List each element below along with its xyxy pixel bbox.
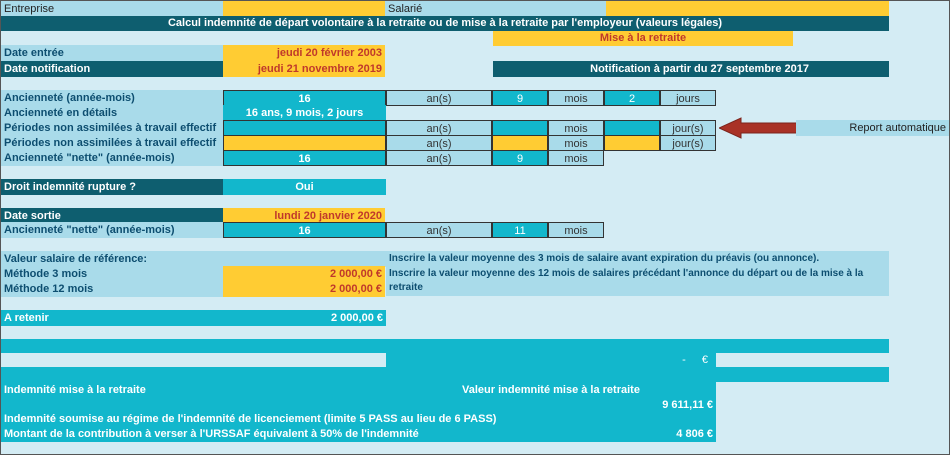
result-empty-currency: € bbox=[701, 354, 708, 366]
salaire-note-12-mois bbox=[386, 266, 889, 296]
notification-note: Notification à partir du 27 septembre 2017 bbox=[493, 61, 889, 77]
periodes-row2-days[interactable] bbox=[604, 135, 660, 151]
salarie-input[interactable] bbox=[606, 1, 889, 17]
result-empty-value: - bbox=[682, 354, 686, 366]
page-title: Calcul indemnité de départ volontaire à la retraite ou de mise à la retraite par l'employeur (valeurs légales) bbox=[1, 16, 889, 31]
anciennete-months: 9 bbox=[492, 90, 548, 106]
periodes-row1-months[interactable] bbox=[492, 120, 548, 136]
periodes-row1-months-unit: mois bbox=[548, 120, 604, 136]
anciennete-days: 2 bbox=[604, 90, 660, 106]
indemnite-label: Indemnité mise à la retraite bbox=[4, 384, 146, 396]
periodes-row1-days-unit: jour(s) bbox=[660, 120, 716, 136]
result-band-bottom bbox=[1, 367, 889, 382]
periodes-row2-years[interactable] bbox=[223, 135, 386, 151]
anciennete-days-unit: jours bbox=[660, 90, 716, 106]
sortie-nette-months-unit: mois bbox=[548, 222, 604, 238]
report-automatique-label: Report automatique bbox=[796, 120, 949, 136]
date-sortie-label: Date sortie bbox=[1, 208, 223, 224]
contribution-amount: 4 806 € bbox=[676, 428, 713, 440]
anciennete-years: 16 bbox=[223, 90, 386, 106]
periodes-row2-years-unit: an(s) bbox=[386, 135, 492, 151]
anciennete-years-unit: an(s) bbox=[386, 90, 492, 106]
anciennete-nette-years-unit: an(s) bbox=[386, 150, 492, 166]
date-notification-input[interactable]: jeudi 21 novembre 2019 bbox=[223, 61, 385, 77]
entreprise-label: Entreprise bbox=[1, 1, 223, 17]
periodes-row1-years-unit: an(s) bbox=[386, 120, 492, 136]
methode-3-mois-input[interactable]: 2 000,00 € bbox=[223, 266, 385, 282]
salaire-note-12-line1: Inscrire la valeur moyenne des 12 mois de salaires précédant l'annonce du départ ou de la mise à la bbox=[389, 268, 864, 279]
methode-3-mois-label: Méthode 3 mois bbox=[1, 266, 223, 282]
result-empty bbox=[386, 353, 716, 367]
anciennete-details-value: 16 ans, 9 mois, 2 jours bbox=[223, 105, 386, 121]
valeur-indemnite-label: Valeur indemnité mise à la retraite bbox=[462, 384, 640, 396]
anciennete-nette-years: 16 bbox=[223, 150, 386, 166]
entreprise-input[interactable] bbox=[223, 1, 385, 17]
anciennete-details-label: Ancienneté en détails bbox=[1, 105, 223, 121]
droit-label: Droit indemnité rupture ? bbox=[1, 179, 223, 195]
periodes-row2-months[interactable] bbox=[492, 135, 548, 151]
periodes-row1-years[interactable] bbox=[223, 120, 386, 136]
date-entree-label: Date entrée bbox=[1, 45, 223, 61]
sortie-nette-label: Ancienneté "nette" (année-mois) bbox=[1, 222, 223, 238]
retenir-label: A retenir bbox=[1, 310, 223, 326]
droit-value: Oui bbox=[223, 179, 386, 195]
result-band-top bbox=[1, 339, 889, 353]
contribution-label: Montant de la contribution à verser à l'URSSAF équivalent à 50% de l'indemnité bbox=[4, 428, 419, 440]
salaire-note-3-mois: Inscrire la valeur moyenne des 3 mois de salaire avant expiration du préavis (ou annonce). bbox=[386, 251, 889, 267]
anciennete-label: Ancienneté (année-mois) bbox=[1, 90, 223, 106]
salaire-label-filler bbox=[223, 251, 386, 267]
salarie-label: Salarié bbox=[385, 1, 606, 17]
sortie-nette-months: 11 bbox=[492, 222, 548, 238]
sortie-nette-years-unit: an(s) bbox=[386, 222, 492, 238]
periodes-row1-label: Périodes non assimilées à travail effectif bbox=[1, 120, 223, 136]
retenir-value: 2 000,00 € bbox=[223, 310, 386, 326]
salaire-note-12-line2: retraite bbox=[389, 282, 423, 293]
date-entree-input[interactable]: jeudi 20 février 2003 bbox=[223, 45, 385, 61]
periodes-row2-days-unit: jour(s) bbox=[660, 135, 716, 151]
anciennete-months-unit: mois bbox=[548, 90, 604, 106]
sortie-nette-years: 16 bbox=[223, 222, 386, 238]
periodes-row2-label: Périodes non assimilées à travail effectif bbox=[1, 135, 223, 151]
anciennete-nette-months-unit: mois bbox=[548, 150, 604, 166]
valeur-indemnite-amount: 9 611,11 € bbox=[662, 399, 713, 411]
mode-select[interactable]: Mise à la retraite bbox=[493, 31, 793, 46]
salaire-label: Valeur salaire de référence: bbox=[1, 251, 223, 267]
periodes-row2-months-unit: mois bbox=[548, 135, 604, 151]
periodes-row1-days[interactable] bbox=[604, 120, 660, 136]
indemnite-soumise-label: Indemnité soumise au régime de l'indemnité de licenciement (limite 5 PASS au lieu de 6 PASS) bbox=[4, 413, 497, 425]
methode-12-mois-label: Méthode 12 mois bbox=[1, 281, 223, 297]
methode-12-mois-input[interactable]: 2 000,00 € bbox=[223, 281, 385, 297]
anciennete-nette-months: 9 bbox=[492, 150, 548, 166]
anciennete-nette-label: Ancienneté "nette" (année-mois) bbox=[1, 150, 223, 166]
date-sortie-input[interactable]: lundi 20 janvier 2020 bbox=[223, 208, 385, 224]
date-notification-label: Date notification bbox=[1, 61, 223, 77]
